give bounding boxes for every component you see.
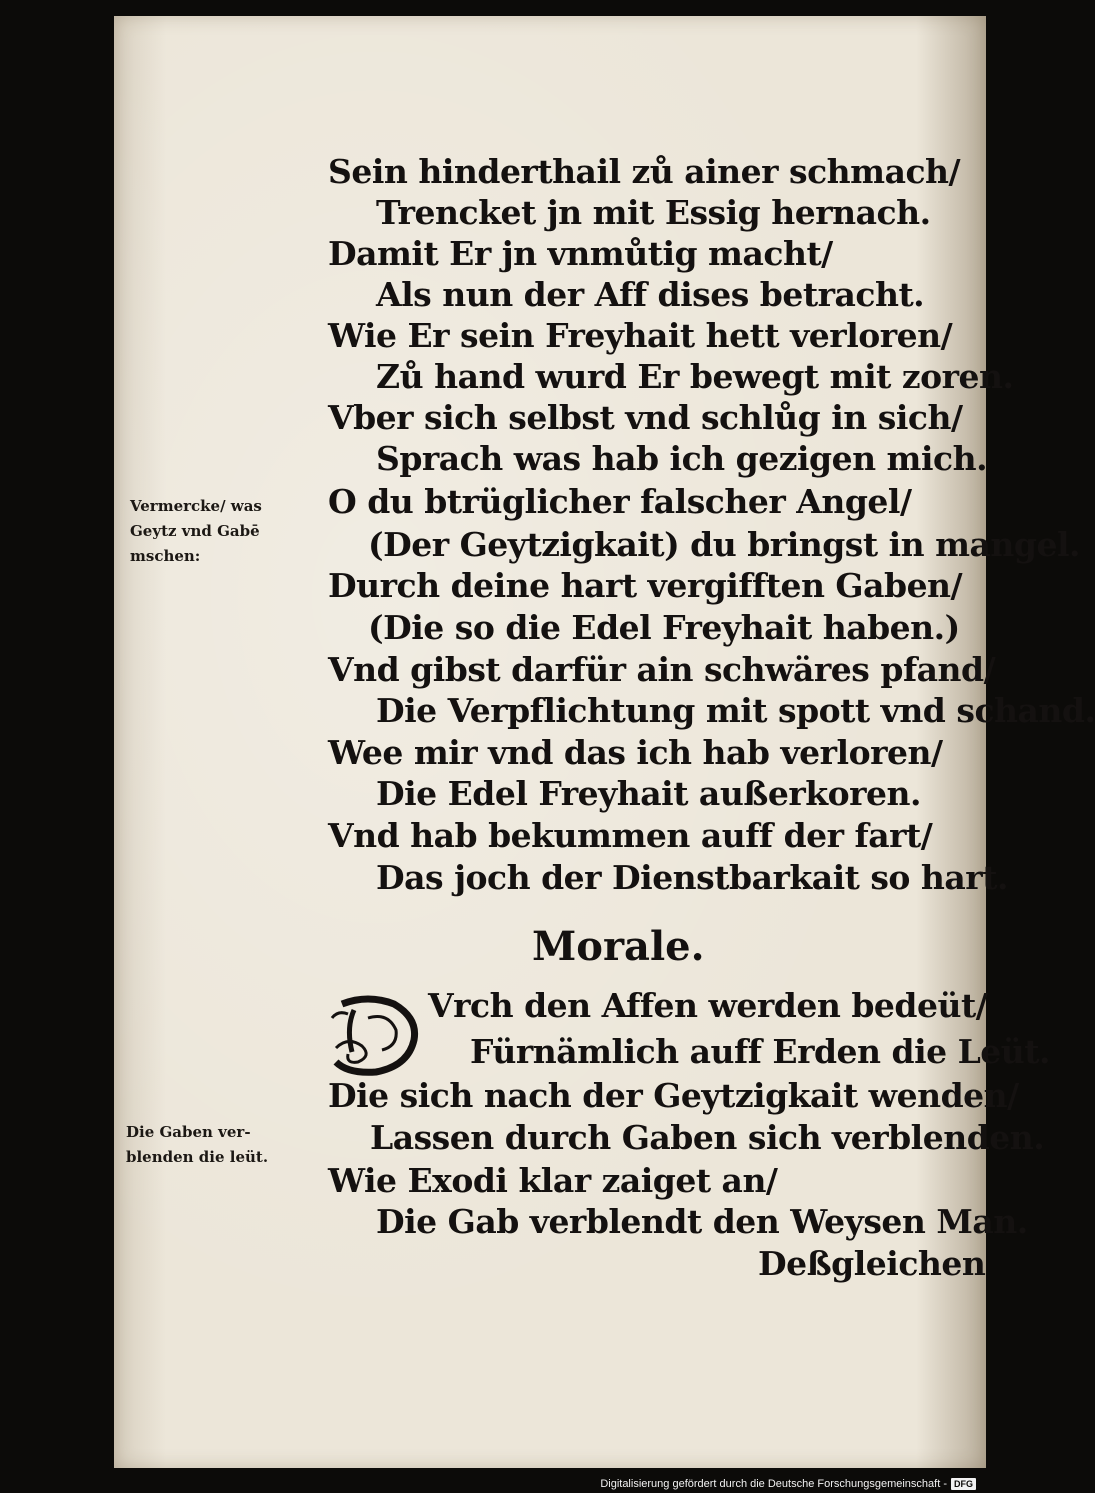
- verse-line: Durch deine hart vergifften Gaben/: [328, 566, 963, 605]
- margin-note-line: Die Gaben ver-: [126, 1123, 251, 1141]
- credit-text: Digitalisierung gefördert durch die Deutsche Forschungsgemeinschaft -: [600, 1478, 947, 1490]
- moral-line: Wie Exodi klar zaiget an/: [328, 1161, 778, 1200]
- verse-line: Zů hand wurd Er bewegt mit zoren.: [376, 357, 1014, 396]
- moral-line: Lassen durch Gaben sich verblenden.: [370, 1118, 1045, 1157]
- moral-line: Fürnämlich auff Erden die Leüt.: [470, 1032, 1051, 1071]
- margin-note-line: Geytz vnd Gabē: [130, 522, 260, 540]
- margin-note-line: blenden die leüt.: [126, 1148, 269, 1166]
- verse-line: Als nun der Aff dises betracht.: [376, 275, 925, 314]
- verse-line: Die Verpflichtung mit spott vnd schand.: [376, 691, 1095, 730]
- book-page: [114, 16, 1095, 1468]
- verse-line: Vnd gibst darfür ain schwäres pfand/: [328, 650, 996, 689]
- decorated-initial-d: [328, 988, 424, 1078]
- verse-line: Die Edel Freyhait außerkoren.: [376, 774, 922, 813]
- catchword: Deßgleichen: [758, 1244, 986, 1283]
- verse-line: Vnd hab bekummen auff der fart/: [328, 816, 933, 855]
- margin-note-line: mschen:: [130, 547, 201, 565]
- verse-line: (Die so die Edel Freyhait haben.): [368, 608, 960, 647]
- moral-line: Die sich nach der Geytzigkait wenden/: [328, 1076, 1019, 1115]
- verse-line: Vber sich selbst vnd schlůg in sich/: [328, 398, 963, 437]
- verse-line: Damit Er jn vnmůtig macht/: [328, 234, 833, 273]
- verse-line: Trencket jn mit Essig hernach.: [376, 193, 931, 232]
- verse-line: Sein hinderthail zů ainer schmach/: [328, 152, 961, 191]
- moral-line: Vrch den Affen werden bedeüt/: [428, 986, 988, 1025]
- verse-line: Sprach was hab ich gezigen mich.: [376, 439, 988, 478]
- moral-line: Die Gab verblendt den Weysen Man.: [376, 1202, 1028, 1241]
- verse-line: Wee mir vnd das ich hab verloren/: [328, 733, 943, 772]
- margin-note-line: Vermercke/ was: [130, 497, 262, 515]
- margin-note-greed: [130, 494, 262, 569]
- verse-line: O du btrüglicher falscher Angel/: [328, 482, 912, 521]
- digitization-credit: [600, 1478, 976, 1490]
- verse-line: (Der Geytzigkait) du bringst in mangel.: [368, 525, 1081, 564]
- dfg-logo: DFG: [951, 1478, 976, 1490]
- margin-note-gifts: [126, 1120, 268, 1170]
- verse-line: Das joch der Dienstbarkait so hart.: [376, 858, 1008, 897]
- verse-line: Wie Er sein Freyhait hett verloren/: [328, 316, 953, 355]
- section-heading: Morale.: [532, 923, 705, 970]
